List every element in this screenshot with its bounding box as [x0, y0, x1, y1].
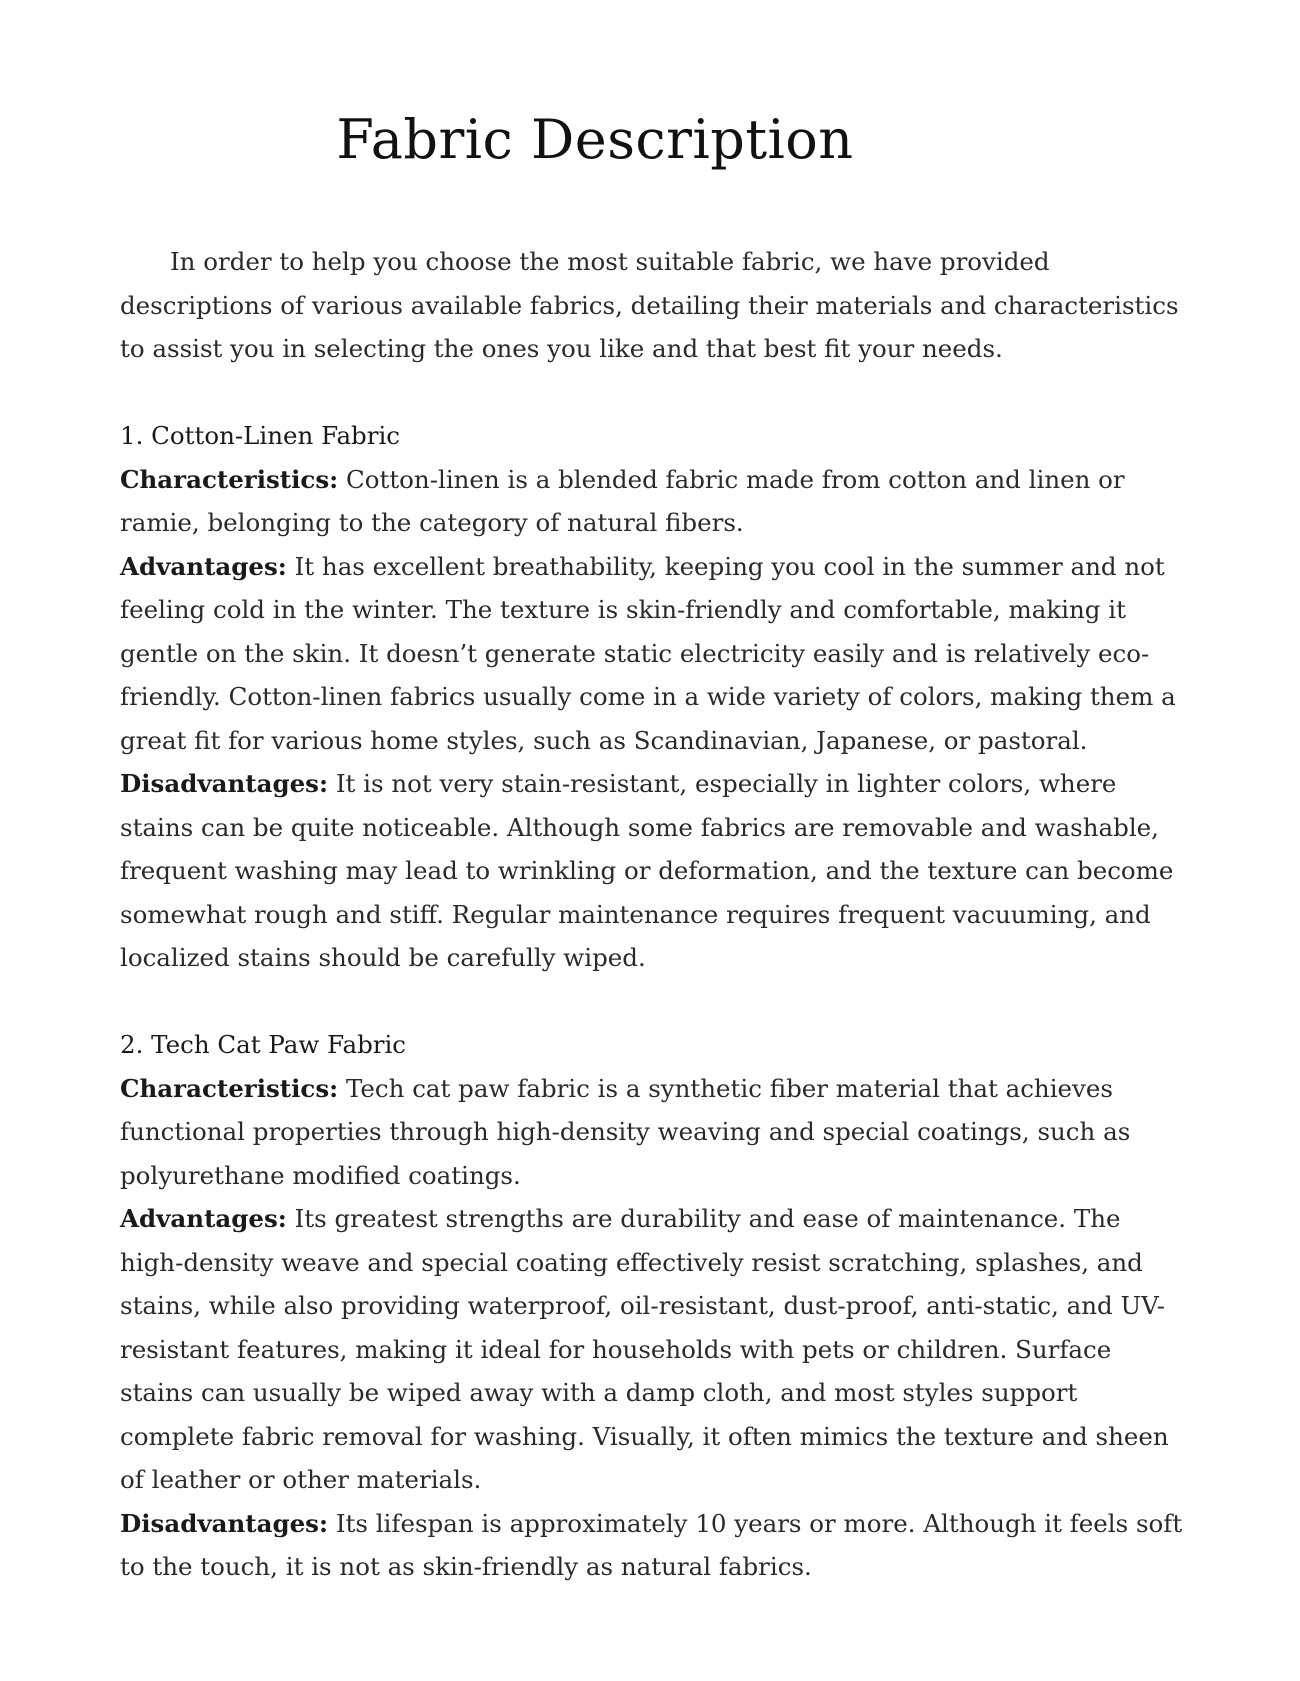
spacer: [120, 980, 1185, 1024]
characteristics-paragraph: [120, 1067, 1185, 1198]
disadvantages-text: It is not very stain-resistant, especially in lighter colors, where stains can be quite noticeable. Although some fabrics are removable and washable, frequent washing may lead to wrinkling or deformation, and the texture can become somewhat rough and stiff. Regular maintenance requires frequent vacuuming, and localized stains should be carefully wiped.: [120, 769, 1174, 972]
advantages-label: Advantages:: [120, 1204, 287, 1233]
characteristics-text: Cotton-linen is a blended fabric made from cotton and linen or ramie, belonging to the category of natural fibers.: [120, 464, 1125, 537]
disadvantages-label: Disadvantages:: [120, 769, 329, 798]
section-tech-cat-paw: [120, 1023, 1185, 1589]
advantages-text: It has excellent breathability, keeping you cool in the summer and not feeling cold in the winter. The texture is skin-friendly and comfortable, making it gentle on the skin. It doesn’t generate static electricity easily and is relatively eco-friendly. Cotton-linen fabrics usually come in a wide variety of colors, making them a great fit for various home styles, such as Scandinavian, Japanese, or pastoral.: [120, 551, 1176, 755]
section-heading: 1. Cotton-Linen Fabric: [120, 421, 401, 450]
spacer: [120, 371, 1185, 415]
characteristics-label: Characteristics:: [120, 1073, 339, 1103]
disadvantages-paragraph: [120, 1502, 1185, 1589]
advantages-text: Its greatest strengths are durability and ease of maintenance. The high-density weave and special coating effectively resist scratching, splashes, and stains, while also providing waterproof, oil-resistant, dust-proof, anti-static, and UV-resistant features, making it ideal for households with pets or children. Surface stains can usually be wiped away with a damp cloth, and most styles support complete fabric removal for washing. Visually, it often mimics the texture and sheen of leather or other materials.: [120, 1204, 1169, 1494]
disadvantages-paragraph: [120, 762, 1185, 980]
disadvantages-text: Its lifespan is approximately 10 years or more. Although it feels soft to the touch, it is not as skin-friendly as natural fabrics.: [120, 1508, 1183, 1581]
characteristics-text: Tech cat paw fabric is a synthetic fiber material that achieves functional properties through high-density weaving and special coatings, such as polyurethane modified coatings.: [120, 1073, 1131, 1190]
document-body: [120, 240, 1185, 1589]
intro-paragraph: In order to help you choose the most suitable fabric, we have provided descriptions of various available fabrics, detailing their materials and characteristics to assist you in selecting the ones you like and that best fit your needs.: [120, 247, 1179, 363]
characteristics-label: Characteristics:: [120, 464, 339, 494]
advantages-paragraph: [120, 1197, 1185, 1502]
section-heading: 2. Tech Cat Paw Fabric: [120, 1030, 407, 1059]
advantages-paragraph: [120, 545, 1185, 763]
characteristics-paragraph: [120, 458, 1185, 545]
page-title: Fabric Description: [336, 108, 854, 171]
advantages-label: Advantages:: [120, 551, 287, 581]
section-cotton-linen: [120, 414, 1185, 980]
disadvantages-label: Disadvantages:: [120, 1508, 329, 1538]
